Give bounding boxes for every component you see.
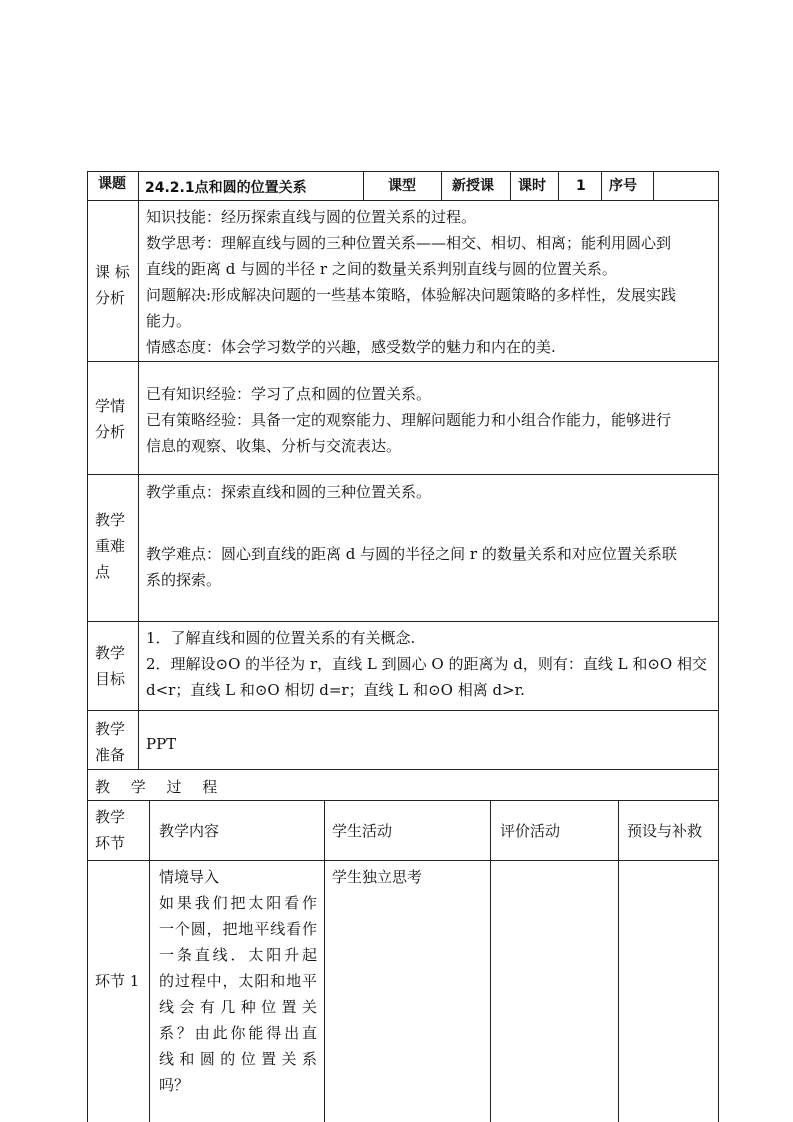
prep-label-line: 教学 (95, 720, 126, 738)
lesson-type-value: 新授课 (452, 178, 494, 194)
curriculum-line: 知识技能：经历探索直线与圆的位置关系的过程。 (146, 208, 477, 226)
topic-label: 课题 (98, 176, 126, 192)
row-content-line: 线和圆的位置关系 (159, 1050, 317, 1068)
grid-line (87, 860, 719, 861)
grid-line (87, 621, 719, 622)
curriculum-line: 问题解决:形成解决问题的一些基本策略，体验解决问题策略的多样性，发展实践 (146, 286, 677, 304)
grid-line (363, 171, 364, 200)
objectives-content (146, 625, 711, 703)
curriculum-content (146, 204, 711, 360)
col-student-header: 学生活动 (332, 822, 393, 840)
objectives-label-line: 目标 (95, 670, 126, 688)
curriculum-label (95, 259, 135, 311)
grid-line (601, 171, 602, 200)
process-title: 教 学 过 程 (95, 778, 226, 796)
grid-line (324, 800, 325, 1122)
row-content (159, 864, 317, 1098)
key-difficulty-line: 系的探索。 (146, 571, 222, 589)
grid-line (490, 800, 491, 1122)
grid-line (87, 769, 719, 770)
learner-line: 信息的观察、收集、分析与交流表达。 (146, 437, 402, 455)
key-focus (146, 479, 711, 505)
class-hours-value: 1 (576, 178, 586, 194)
learner-line: 已有策略经验：具备一定的观察能力、理解问题能力和小组合作能力，能够进行 (146, 411, 672, 429)
row-content-line: 如果我们把太阳看作 (159, 894, 317, 912)
grid-line (718, 171, 719, 1122)
grid-line (618, 800, 619, 1122)
prep-label (95, 716, 135, 768)
row-content-line: 线会有几种位置关 (159, 998, 317, 1016)
curriculum-line: 情感态度：体会学习数学的兴趣，感受数学的魅力和内在的美. (146, 338, 556, 356)
row-student-activity: 学生独立思考 (332, 868, 423, 886)
grid-line (87, 361, 719, 362)
col-remedy-header: 预设与补救 (627, 822, 703, 840)
col-stage-header-line: 环节 (95, 834, 126, 852)
row-content-line: 系？由此你能得出直 (159, 1024, 317, 1042)
grid-line (87, 710, 719, 711)
key-points-label-line: 教学 (95, 511, 126, 529)
key-difficulty-line: 教学难点：圆心到直线的距离 d 与圆的半径之间 r 的数量关系和对应位置关系联 (146, 545, 677, 563)
col-content-header: 教学内容 (159, 822, 220, 840)
objectives-label-line: 教学 (95, 644, 126, 662)
row-content-line: 一个圆，把地平线看作 (159, 920, 317, 938)
key-focus-line: 教学重点：探索直线和圆的三种位置关系。 (146, 483, 432, 501)
learner-label (95, 393, 135, 445)
grid-line (138, 710, 139, 769)
sequence-label: 序号 (609, 178, 637, 194)
curriculum-line: 数学思考：理解直线与圆的三种位置关系——相交、相切、相离；能利用圆心到 (146, 234, 672, 252)
grid-line (87, 800, 719, 801)
row-content-line: 一条直线．太阳升起 (159, 946, 317, 964)
grid-line (510, 171, 511, 200)
curriculum-line: 能力。 (146, 312, 192, 330)
learner-content (146, 381, 711, 459)
grid-line (87, 474, 719, 475)
grid-line (558, 171, 559, 200)
grid-line (138, 171, 139, 710)
key-points-label (95, 507, 135, 585)
lesson-type-label: 课型 (388, 178, 416, 194)
key-points-label-line: 点 (95, 563, 111, 581)
grid-line (87, 171, 719, 172)
col-stage-header (95, 804, 145, 856)
objectives-line: 2．理解设⊙O 的半径为 r，直线 L 到圆心 O 的距离为 d，则有：直线 L 和⊙O 相交 (146, 655, 707, 673)
row-content-line: 的过程中，太阳和地平 (159, 972, 317, 990)
grid-line (653, 171, 654, 200)
row-stage: 环节 1 (95, 972, 140, 990)
learner-label-line: 分析 (95, 423, 126, 441)
objectives-line: 1．了解直线和圆的位置关系的有关概念. (146, 629, 416, 647)
prep-value: PPT (146, 735, 177, 753)
prep-label-line: 准备 (95, 746, 126, 764)
curriculum-label-line: 分析 (95, 289, 126, 307)
learner-label-line: 学情 (95, 397, 126, 415)
topic-value: 24.2.1点和圆的位置关系 (145, 180, 307, 196)
row-content-line: 吗？ (159, 1076, 190, 1094)
grid-line (441, 171, 442, 200)
col-stage-header-line: 教学 (95, 808, 126, 826)
grid-line (149, 800, 150, 1122)
curriculum-label-line: 课 标 (95, 263, 130, 281)
key-difficulty (146, 541, 711, 593)
learner-line: 已有知识经验：学习了点和圆的位置关系。 (146, 385, 432, 403)
col-evaluation-header: 评价活动 (500, 822, 561, 840)
key-points-label-line: 重难 (95, 537, 126, 555)
curriculum-line: 直线的距离 d 与圆的半径 r 之间的数量关系判别直线与圆的位置关系。 (146, 260, 617, 278)
objectives-line: d<r；直线 L 和⊙O 相切 d=r；直线 L 和⊙O 相离 d>r. (146, 681, 525, 699)
class-hours-label: 课时 (518, 178, 546, 194)
objectives-label (95, 640, 135, 692)
grid-line (87, 171, 88, 1122)
row-content-title: 情境导入 (159, 868, 220, 886)
